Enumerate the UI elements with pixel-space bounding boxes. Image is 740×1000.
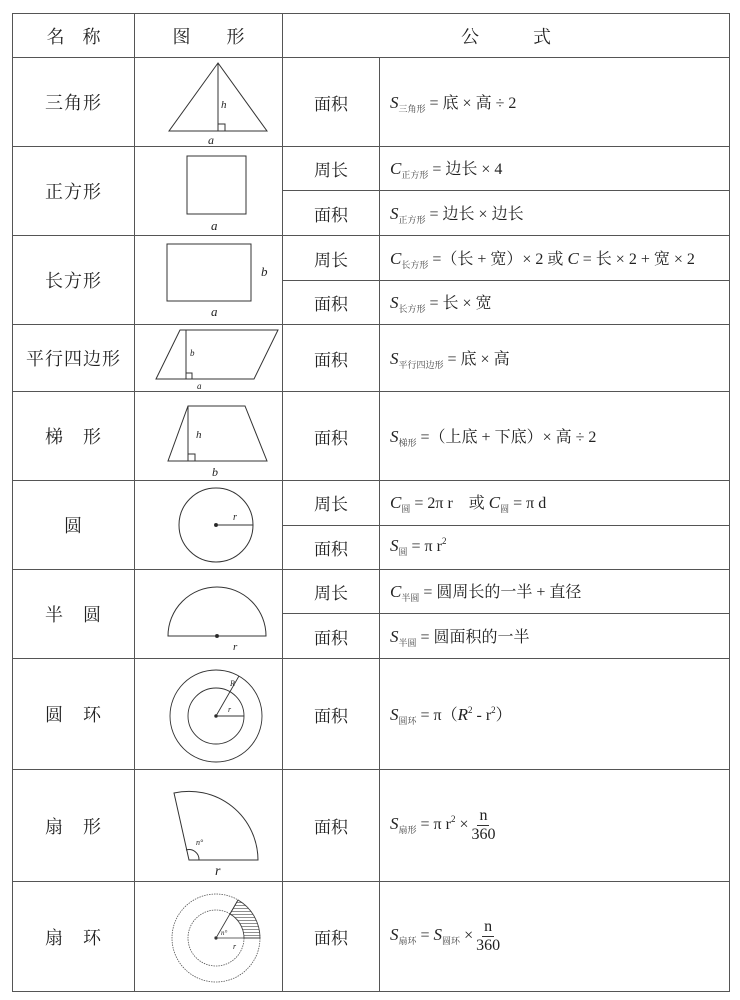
formula-label: 面积	[283, 191, 380, 236]
row-circle	[13, 481, 730, 526]
formula-variable: S	[390, 814, 399, 834]
formula-expression: = 圆周长的一半 + 直径	[419, 584, 582, 601]
formula	[380, 58, 730, 147]
figure-semicircle	[135, 570, 283, 659]
formula-subscript: 三角形	[398, 103, 426, 114]
label-b: b	[261, 264, 268, 279]
formula-variable: S	[390, 293, 399, 312]
row-square	[13, 147, 730, 191]
formula	[380, 614, 730, 659]
formula-label: 面积	[283, 58, 380, 147]
shape-name: 圆	[13, 481, 135, 570]
figure-sector-ring	[135, 882, 283, 992]
figure-circle	[135, 481, 283, 570]
formula	[380, 481, 730, 526]
formula-label: 面积	[283, 325, 380, 392]
row-semicircle	[13, 570, 730, 614]
fraction-denominator: 360	[471, 826, 496, 843]
formula-label: 面积	[283, 392, 380, 481]
formula-expression: ）	[495, 706, 512, 724]
formula	[380, 770, 730, 882]
formula	[380, 325, 730, 392]
formula-expression: = 圆面积的一半	[416, 628, 530, 646]
formula-expression: = 边长 × 边长	[425, 205, 524, 223]
row-ring	[13, 659, 730, 770]
formula-variable: S	[390, 348, 399, 368]
shape-name: 三角形	[13, 58, 135, 147]
shape-name: 梯 形	[13, 392, 135, 481]
formula-variable: C	[390, 248, 402, 268]
fraction	[476, 918, 500, 955]
formula-expression: = π（	[416, 706, 458, 724]
formula-label: 周长	[283, 236, 380, 281]
formula-label: 面积	[283, 281, 380, 325]
row-sector	[13, 770, 730, 882]
label-a: a	[208, 133, 214, 146]
formula-label: 周长	[283, 481, 380, 526]
label-n: n°	[221, 928, 228, 937]
formula-subscript: 正方形	[401, 170, 429, 180]
formula-expression: = 底 × 高	[443, 350, 510, 368]
label-r: r	[233, 641, 238, 653]
formula-expression: = 2π r 或	[410, 495, 489, 513]
label-n: n°	[196, 837, 204, 847]
header-row	[13, 14, 730, 58]
row-rectangle	[13, 236, 730, 281]
formula	[380, 236, 730, 281]
formula-variable: R	[457, 704, 469, 724]
label-a: a	[211, 304, 218, 319]
header-figure: 图 形	[135, 14, 283, 58]
formula-subscript: 长方形	[401, 259, 429, 270]
formula-label: 面积	[283, 525, 380, 570]
formula-expression: = 长 × 2 + 宽 × 2	[578, 250, 695, 268]
shape-name: 正方形	[13, 147, 135, 236]
shape-name: 圆 环	[13, 659, 135, 770]
formula	[380, 882, 730, 992]
header-name: 名 称	[13, 14, 135, 58]
formula-subscript: 半圆	[401, 593, 420, 603]
formula	[380, 281, 730, 325]
formula-variable: C	[390, 159, 402, 178]
formula-subscript: 长方形	[398, 304, 426, 314]
figure-ring	[135, 659, 283, 770]
formula-variable: S	[390, 536, 399, 556]
formula-subscript: 圆	[500, 504, 510, 515]
label-b: b	[190, 348, 195, 358]
formula-expression: = 长 × 宽	[425, 295, 492, 312]
formula	[380, 570, 730, 614]
formula-label: 面积	[283, 882, 380, 992]
formula-label: 周长	[283, 147, 380, 191]
formula-variable: C	[390, 493, 402, 513]
formula-variable: S	[390, 704, 399, 724]
formula-superscript: 2	[491, 704, 496, 715]
figure-triangle	[135, 58, 283, 147]
label-r: r	[215, 863, 221, 879]
formula-superscript: 2	[450, 814, 456, 825]
formula	[380, 392, 730, 481]
figure-trapezoid	[135, 392, 283, 481]
label-r: r	[233, 941, 237, 951]
row-sector-ring	[13, 882, 730, 992]
formula-variable: S	[390, 92, 399, 112]
formula-subscript: 平行四边形	[398, 359, 444, 370]
fraction-numerator: n	[479, 807, 488, 824]
formula	[380, 147, 730, 191]
label-R: R	[230, 679, 235, 688]
formula-label: 面积	[283, 614, 380, 659]
label-h: h	[196, 429, 202, 441]
formula-variable: S	[433, 925, 443, 945]
formula-subscript: 圆环	[442, 936, 461, 947]
formula-expression: = π r	[416, 816, 451, 834]
fraction-denominator: 360	[476, 937, 501, 954]
formula	[380, 525, 730, 570]
label-r: r	[233, 512, 237, 523]
formula-expression: =（长 + 宽）× 2 或	[428, 250, 568, 268]
formula-variable: C	[390, 582, 402, 601]
formula-expression: = 边长 × 4	[428, 161, 503, 178]
fraction-numerator: n	[484, 918, 493, 935]
formula-subscript: 正方形	[398, 214, 426, 225]
formula	[380, 659, 730, 770]
formula-expression: ×	[460, 927, 474, 945]
formula-subscript: 梯形	[398, 437, 417, 448]
label-h: h	[221, 99, 227, 111]
shape-name: 半 圆	[13, 570, 135, 659]
label-a: a	[197, 381, 202, 391]
figure-sector	[135, 770, 283, 882]
formula-expression: = 底 × 高 ÷ 2	[425, 94, 517, 112]
shape-name: 扇 形	[13, 770, 135, 882]
header-formula: 公 式	[283, 14, 730, 58]
formula-subscript: 圆	[401, 504, 411, 515]
formula-variable: S	[390, 626, 399, 646]
formula-variable: C	[567, 248, 579, 268]
shape-name: 扇 环	[13, 882, 135, 992]
formula-expression: ×	[455, 816, 469, 834]
formula-expression: - r	[472, 706, 492, 724]
formula-expression: = π d	[509, 495, 547, 513]
formula-subscript: 圆	[398, 547, 408, 558]
formula-subscript: 半圆	[398, 637, 417, 648]
label-b: b	[212, 465, 218, 479]
formula-label: 面积	[283, 770, 380, 882]
row-parallelogram	[13, 325, 730, 392]
formula-subscript: 扇形	[398, 825, 417, 836]
formula-expression: = π r	[407, 538, 442, 556]
figure-parallelogram	[135, 325, 283, 392]
formula-subscript: 扇环	[398, 936, 417, 947]
label-a: a	[211, 218, 218, 233]
formula-variable: S	[390, 426, 399, 446]
shape-name: 长方形	[13, 236, 135, 325]
figure-rectangle	[135, 236, 283, 325]
formula-expression: =	[416, 927, 434, 945]
row-trapezoid	[13, 392, 730, 481]
formula-variable: S	[390, 203, 399, 223]
figure-square	[135, 147, 283, 236]
fraction	[471, 807, 495, 844]
label-r: r	[228, 705, 232, 714]
formula-label: 周长	[283, 570, 380, 614]
row-triangle	[13, 58, 730, 147]
formula-expression: =（上底 + 下底）× 高 ÷ 2	[416, 428, 597, 446]
formula-label: 面积	[283, 659, 380, 770]
formula-subscript: 圆环	[398, 715, 417, 726]
formula-variable: C	[488, 493, 501, 513]
formula-superscript: 2	[468, 704, 473, 715]
formula-variable: S	[390, 925, 399, 945]
formula-table	[12, 13, 730, 992]
shape-name: 平行四边形	[13, 325, 135, 392]
formula-superscript: 2	[441, 536, 447, 547]
formula	[380, 191, 730, 236]
